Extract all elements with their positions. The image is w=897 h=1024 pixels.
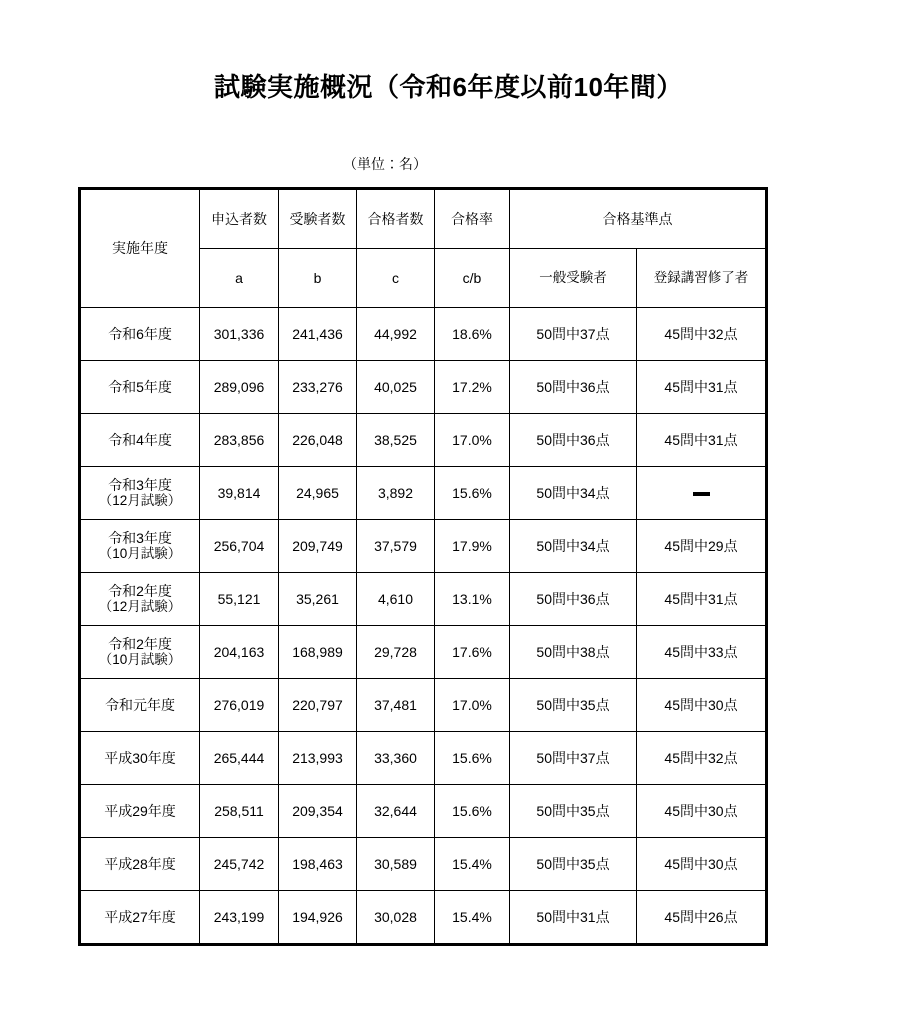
year-session-label: （12月試験） bbox=[98, 492, 182, 508]
cell-general-passing-score: 50問中35点 bbox=[510, 838, 637, 891]
year-session-label: （12月試験） bbox=[98, 598, 182, 614]
cell-examinees: 209,749 bbox=[279, 520, 357, 573]
cell-applicants: 289,096 bbox=[200, 361, 279, 414]
year-label: 令和5年度 bbox=[108, 378, 172, 395]
cell-pass-rate: 17.2% bbox=[435, 361, 510, 414]
cell-applicants: 265,444 bbox=[200, 732, 279, 785]
cell-pass-rate: 15.4% bbox=[435, 891, 510, 945]
cell-applicants: 301,336 bbox=[200, 308, 279, 361]
page-title: 試験実施概況（令和6年度以前10年間） bbox=[214, 72, 683, 102]
exam-statistics-table bbox=[78, 187, 768, 946]
cell-passers: 33,360 bbox=[357, 732, 435, 785]
cell-applicants: 245,742 bbox=[200, 838, 279, 891]
cell-applicants: 258,511 bbox=[200, 785, 279, 838]
cell-applicants: 55,121 bbox=[200, 573, 279, 626]
cell-general-passing-score: 50問中35点 bbox=[510, 679, 637, 732]
cell-passers: 32,644 bbox=[357, 785, 435, 838]
cell-applicants: 204,163 bbox=[200, 626, 279, 679]
cell-registered-passing-score: 45問中31点 bbox=[637, 414, 767, 467]
cell-year bbox=[80, 626, 200, 679]
table-body bbox=[80, 308, 767, 945]
column-code-b: b bbox=[279, 249, 357, 308]
table-row bbox=[80, 573, 767, 626]
cell-year bbox=[80, 573, 200, 626]
year-label: 令和3年度 bbox=[108, 476, 172, 493]
cell-examinees: 226,048 bbox=[279, 414, 357, 467]
cell-passers: 3,892 bbox=[357, 467, 435, 520]
cell-registered-passing-score-none bbox=[637, 467, 767, 520]
column-header-registered-course: 登録講習修了者 bbox=[637, 249, 767, 308]
year-label: 令和3年度 bbox=[108, 529, 172, 546]
cell-year bbox=[80, 414, 200, 467]
year-session-label: （10月試験） bbox=[98, 651, 182, 667]
column-code-a: a bbox=[200, 249, 279, 308]
cell-passers: 37,481 bbox=[357, 679, 435, 732]
column-code-c: c bbox=[357, 249, 435, 308]
cell-examinees: 233,276 bbox=[279, 361, 357, 414]
cell-pass-rate: 15.6% bbox=[435, 467, 510, 520]
cell-applicants: 276,019 bbox=[200, 679, 279, 732]
column-header-passing-score-group: 合格基準点 bbox=[510, 189, 767, 249]
cell-passers: 29,728 bbox=[357, 626, 435, 679]
table-header bbox=[80, 189, 767, 308]
cell-examinees: 213,993 bbox=[279, 732, 357, 785]
cell-examinees: 198,463 bbox=[279, 838, 357, 891]
cell-examinees: 194,926 bbox=[279, 891, 357, 945]
cell-examinees: 35,261 bbox=[279, 573, 357, 626]
cell-pass-rate: 15.4% bbox=[435, 838, 510, 891]
year-label: 令和4年度 bbox=[108, 431, 172, 448]
cell-passers: 38,525 bbox=[357, 414, 435, 467]
cell-general-passing-score: 50問中36点 bbox=[510, 573, 637, 626]
table-row bbox=[80, 891, 767, 945]
cell-registered-passing-score: 45問中30点 bbox=[637, 679, 767, 732]
cell-pass-rate: 15.6% bbox=[435, 732, 510, 785]
column-header-general-examinee: 一般受験者 bbox=[510, 249, 637, 308]
cell-passers: 44,992 bbox=[357, 308, 435, 361]
cell-registered-passing-score: 45問中26点 bbox=[637, 891, 767, 945]
cell-pass-rate: 17.0% bbox=[435, 679, 510, 732]
cell-passers: 37,579 bbox=[357, 520, 435, 573]
cell-year bbox=[80, 891, 200, 945]
unit-label: （単位：名） bbox=[343, 156, 427, 172]
column-header-pass-rate: 合格率 bbox=[435, 189, 510, 249]
cell-registered-passing-score: 45問中32点 bbox=[637, 308, 767, 361]
cell-year bbox=[80, 838, 200, 891]
cell-year bbox=[80, 308, 200, 361]
year-label: 平成28年度 bbox=[104, 855, 176, 872]
column-header-applicants: 申込者数 bbox=[200, 189, 279, 249]
cell-general-passing-score: 50問中36点 bbox=[510, 361, 637, 414]
year-label: 令和2年度 bbox=[108, 635, 172, 652]
table-row bbox=[80, 361, 767, 414]
cell-year bbox=[80, 520, 200, 573]
table-row bbox=[80, 414, 767, 467]
cell-year bbox=[80, 679, 200, 732]
cell-general-passing-score: 50問中34点 bbox=[510, 467, 637, 520]
cell-applicants: 39,814 bbox=[200, 467, 279, 520]
header-row-primary bbox=[80, 189, 767, 249]
year-label: 令和元年度 bbox=[105, 696, 175, 713]
cell-year bbox=[80, 467, 200, 520]
cell-year bbox=[80, 785, 200, 838]
table-row bbox=[80, 838, 767, 891]
dash-icon bbox=[693, 492, 710, 496]
cell-pass-rate: 15.6% bbox=[435, 785, 510, 838]
cell-registered-passing-score: 45問中30点 bbox=[637, 838, 767, 891]
cell-general-passing-score: 50問中37点 bbox=[510, 732, 637, 785]
table-row bbox=[80, 626, 767, 679]
table-row bbox=[80, 467, 767, 520]
cell-general-passing-score: 50問中34点 bbox=[510, 520, 637, 573]
year-label: 平成29年度 bbox=[104, 802, 176, 819]
stats-table-container bbox=[78, 187, 765, 946]
table-row bbox=[80, 308, 767, 361]
cell-year bbox=[80, 361, 200, 414]
cell-registered-passing-score: 45問中31点 bbox=[637, 573, 767, 626]
cell-year bbox=[80, 732, 200, 785]
cell-registered-passing-score: 45問中30点 bbox=[637, 785, 767, 838]
year-label: 平成27年度 bbox=[104, 908, 176, 925]
column-header-passers: 合格者数 bbox=[357, 189, 435, 249]
cell-pass-rate: 13.1% bbox=[435, 573, 510, 626]
cell-general-passing-score: 50問中37点 bbox=[510, 308, 637, 361]
cell-examinees: 209,354 bbox=[279, 785, 357, 838]
year-label: 平成30年度 bbox=[104, 749, 176, 766]
column-header-year: 実施年度 bbox=[80, 189, 200, 308]
year-label: 令和2年度 bbox=[108, 582, 172, 599]
cell-examinees: 220,797 bbox=[279, 679, 357, 732]
cell-applicants: 243,199 bbox=[200, 891, 279, 945]
cell-general-passing-score: 50問中35点 bbox=[510, 785, 637, 838]
year-session-label: （10月試験） bbox=[98, 545, 182, 561]
cell-registered-passing-score: 45問中32点 bbox=[637, 732, 767, 785]
cell-passers: 30,028 bbox=[357, 891, 435, 945]
year-label: 令和6年度 bbox=[108, 325, 172, 342]
cell-examinees: 168,989 bbox=[279, 626, 357, 679]
cell-registered-passing-score: 45問中29点 bbox=[637, 520, 767, 573]
cell-passers: 4,610 bbox=[357, 573, 435, 626]
cell-registered-passing-score: 45問中33点 bbox=[637, 626, 767, 679]
cell-registered-passing-score: 45問中31点 bbox=[637, 361, 767, 414]
cell-pass-rate: 17.6% bbox=[435, 626, 510, 679]
cell-general-passing-score: 50問中38点 bbox=[510, 626, 637, 679]
cell-examinees: 241,436 bbox=[279, 308, 357, 361]
table-row bbox=[80, 785, 767, 838]
cell-passers: 40,025 bbox=[357, 361, 435, 414]
cell-general-passing-score: 50問中31点 bbox=[510, 891, 637, 945]
cell-examinees: 24,965 bbox=[279, 467, 357, 520]
cell-passers: 30,589 bbox=[357, 838, 435, 891]
cell-pass-rate: 17.9% bbox=[435, 520, 510, 573]
cell-applicants: 283,856 bbox=[200, 414, 279, 467]
cell-pass-rate: 17.0% bbox=[435, 414, 510, 467]
table-row bbox=[80, 732, 767, 785]
table-row bbox=[80, 520, 767, 573]
cell-pass-rate: 18.6% bbox=[435, 308, 510, 361]
cell-applicants: 256,704 bbox=[200, 520, 279, 573]
column-code-c-over-b: c/b bbox=[435, 249, 510, 308]
table-row bbox=[80, 679, 767, 732]
cell-general-passing-score: 50問中36点 bbox=[510, 414, 637, 467]
column-header-examinees: 受験者数 bbox=[279, 189, 357, 249]
